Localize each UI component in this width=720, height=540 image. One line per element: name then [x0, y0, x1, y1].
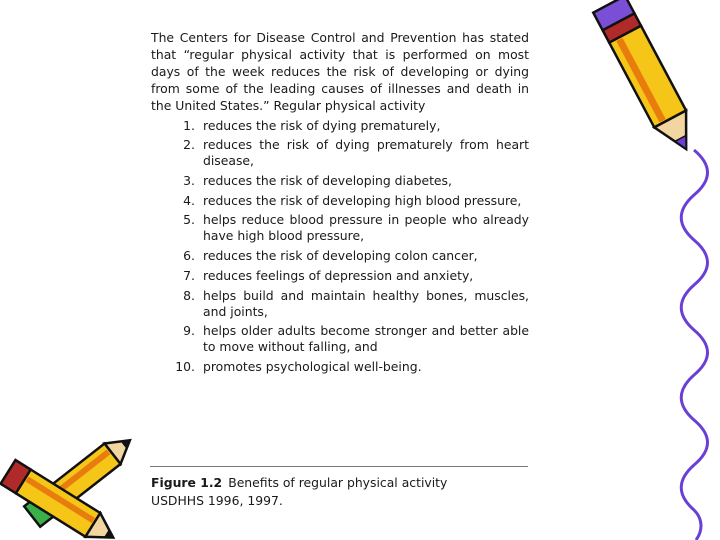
list-number: 6. [183, 248, 195, 264]
crossed-pencils-icon [0, 432, 150, 540]
figure-caption [151, 474, 529, 510]
list-number: 2. [183, 137, 195, 153]
pencil-icon [596, 0, 706, 170]
list-item [151, 323, 529, 355]
list-item [151, 268, 529, 284]
list-number: 1. [183, 117, 195, 133]
list-number: 9. [183, 323, 195, 339]
list-text: helps older adults become stronger and better able to move without falling, and [203, 323, 529, 355]
list-text: reduces feelings of depression and anxiety, [203, 267, 474, 283]
list-item [151, 193, 529, 209]
list-item [151, 288, 529, 320]
document-body [151, 30, 529, 379]
list-text: helps reduce blood pressure in people who already have high blood pressure, [203, 212, 529, 244]
list-item [151, 359, 529, 375]
intro-paragraph: The Centers for Disease Control and Prevention has stated that “regular physical activity that is performed on most days of the week reduces the risk of developing or dying from some of the leading causes of illnesses and death in the United States.” Regular physical activity [151, 30, 529, 113]
caption-divider [150, 466, 528, 467]
figure-source: USDHHS 1996, 1997. [151, 493, 283, 508]
wavy-line-icon [672, 150, 720, 540]
list-item [151, 212, 529, 244]
list-number: 8. [183, 287, 195, 303]
list-item [151, 137, 529, 169]
list-number: 4. [183, 192, 195, 208]
figure-caption-line [151, 474, 529, 492]
list-number: 5. [183, 212, 195, 228]
list-number: 3. [183, 173, 195, 188]
list-text: reduces the risk of developing colon cancer, [203, 248, 478, 264]
list-text: reduces the risk of developing diabetes, [203, 173, 452, 188]
list-text: promotes psychological well-being. [203, 359, 422, 375]
list-text: reduces the risk of dying prematurely, [203, 117, 441, 133]
list-number: 10. [175, 359, 195, 375]
list-text: helps build and maintain healthy bones, muscles, and joints, [203, 287, 529, 319]
list-item [151, 118, 529, 134]
list-number: 7. [183, 267, 195, 283]
list-text: reduces the risk of dying prematurely from heart disease, [203, 137, 529, 169]
figure-title: Benefits of regular physical activity [228, 475, 448, 490]
list-item [151, 173, 529, 189]
list-text: reduces the risk of developing high blood pressure, [203, 192, 522, 208]
figure-label: Figure 1.2 [151, 475, 223, 490]
benefits-list [151, 118, 529, 376]
list-item [151, 248, 529, 264]
